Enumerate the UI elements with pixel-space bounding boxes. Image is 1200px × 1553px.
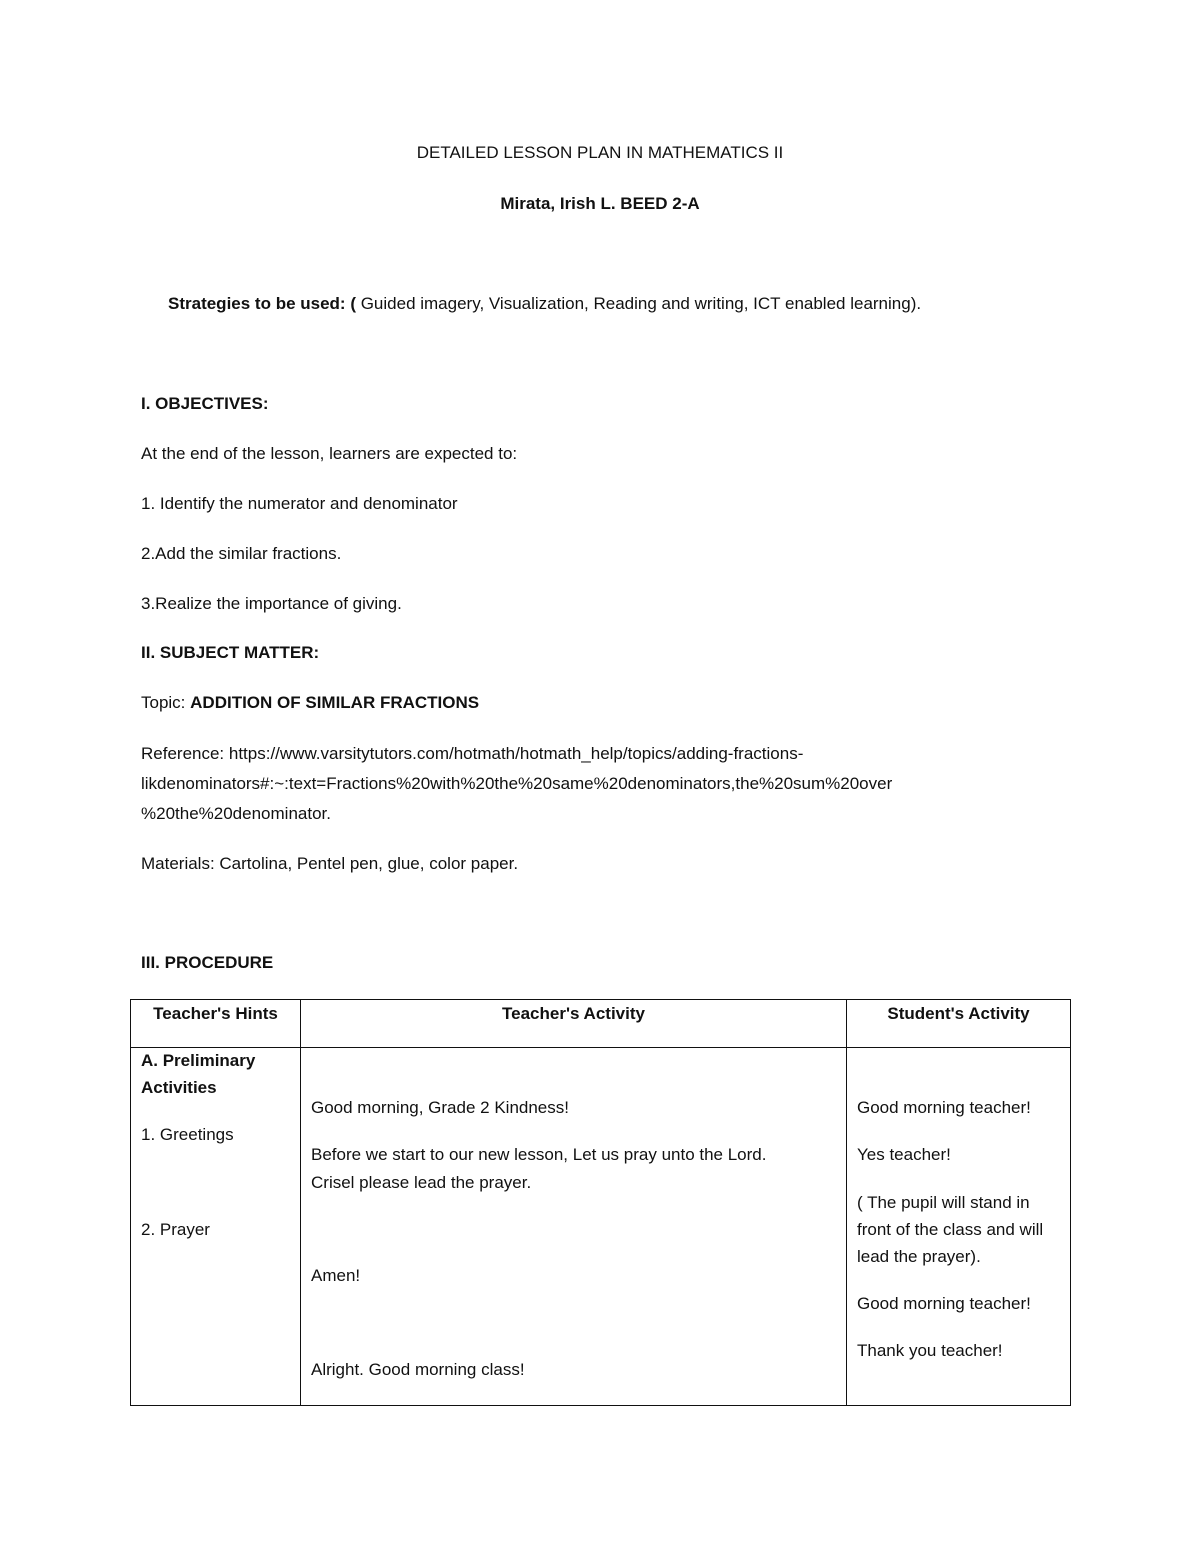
hints-cell: [131, 1048, 301, 1406]
table-row: [131, 1048, 1071, 1406]
hint-line: 2. Prayer: [141, 1220, 210, 1239]
column-header-label: Teacher's Hints: [153, 1004, 278, 1023]
objectives-intro: At the end of the lesson, learners are expected to:: [141, 444, 518, 463]
column-header-label: Teacher's Activity: [502, 1004, 645, 1023]
column-header-student: [847, 1000, 1071, 1048]
student-line: front of the class and will: [857, 1220, 1044, 1239]
objectives-heading: I. OBJECTIVES:: [141, 394, 269, 413]
objective-item: 3.Realize the importance of giving.: [141, 594, 402, 613]
teacher-line: Amen!: [311, 1266, 361, 1285]
objective-item: 1. Identify the numerator and denominator: [141, 494, 458, 513]
author-line: Mirata, Irish L. BEED 2-A: [500, 194, 700, 213]
column-header-teacher: [301, 1000, 847, 1048]
column-header-label: Student's Activity: [887, 1004, 1030, 1023]
strategies-line: [168, 294, 921, 314]
teacher-activity-cell: [301, 1048, 847, 1406]
procedure-heading: III. PROCEDURE: [141, 953, 274, 972]
strategies-text: Guided imagery, Visualization, Reading and writing, ICT enabled learning).: [355, 294, 922, 313]
table-header-row: [131, 1000, 1071, 1048]
reference-line: %20the%20denominator.: [141, 804, 331, 823]
teacher-line: Crisel please lead the prayer.: [311, 1173, 532, 1192]
hint-line: Activities: [141, 1078, 217, 1097]
column-header-hints: [131, 1000, 301, 1048]
student-line: Thank you teacher!: [857, 1341, 1003, 1360]
subject-matter-heading: II. SUBJECT MATTER:: [141, 643, 320, 662]
student-line: Good morning teacher!: [857, 1294, 1031, 1313]
document-title: DETAILED LESSON PLAN IN MATHEMATICS II: [416, 143, 784, 162]
objective-item: 2.Add the similar fractions.: [141, 544, 342, 563]
hint-line: 1. Greetings: [141, 1125, 234, 1144]
student-line: lead the prayer).: [857, 1247, 981, 1266]
hint-line: A. Preliminary: [141, 1051, 256, 1070]
student-activity-cell: [847, 1048, 1071, 1406]
student-line: ( The pupil will stand in: [857, 1193, 1030, 1212]
topic-label: Topic:: [141, 693, 191, 712]
teacher-line: Before we start to our new lesson, Let us pray unto the Lord.: [311, 1145, 767, 1164]
topic-value: ADDITION OF SIMILAR FRACTIONS: [190, 693, 480, 712]
student-line: Yes teacher!: [857, 1145, 951, 1164]
teacher-line: Good morning, Grade 2 Kindness!: [311, 1098, 569, 1117]
materials-line: Materials: Cartolina, Pentel pen, glue, color paper.: [141, 854, 519, 873]
reference-line: Reference: https://www.varsitytutors.com/hotmath/hotmath_help/topics/adding-fractions-: [141, 744, 804, 763]
procedure-table: [130, 999, 1071, 1406]
reference-line: likdenominators#:~:text=Fractions%20with%20the%20same%20denominators,the%20sum%20over: [141, 774, 893, 793]
topic-line: [141, 693, 479, 713]
teacher-line: Alright. Good morning class!: [311, 1360, 525, 1379]
student-line: Good morning teacher!: [857, 1098, 1031, 1117]
strategies-label: Strategies to be used: (: [168, 294, 356, 313]
